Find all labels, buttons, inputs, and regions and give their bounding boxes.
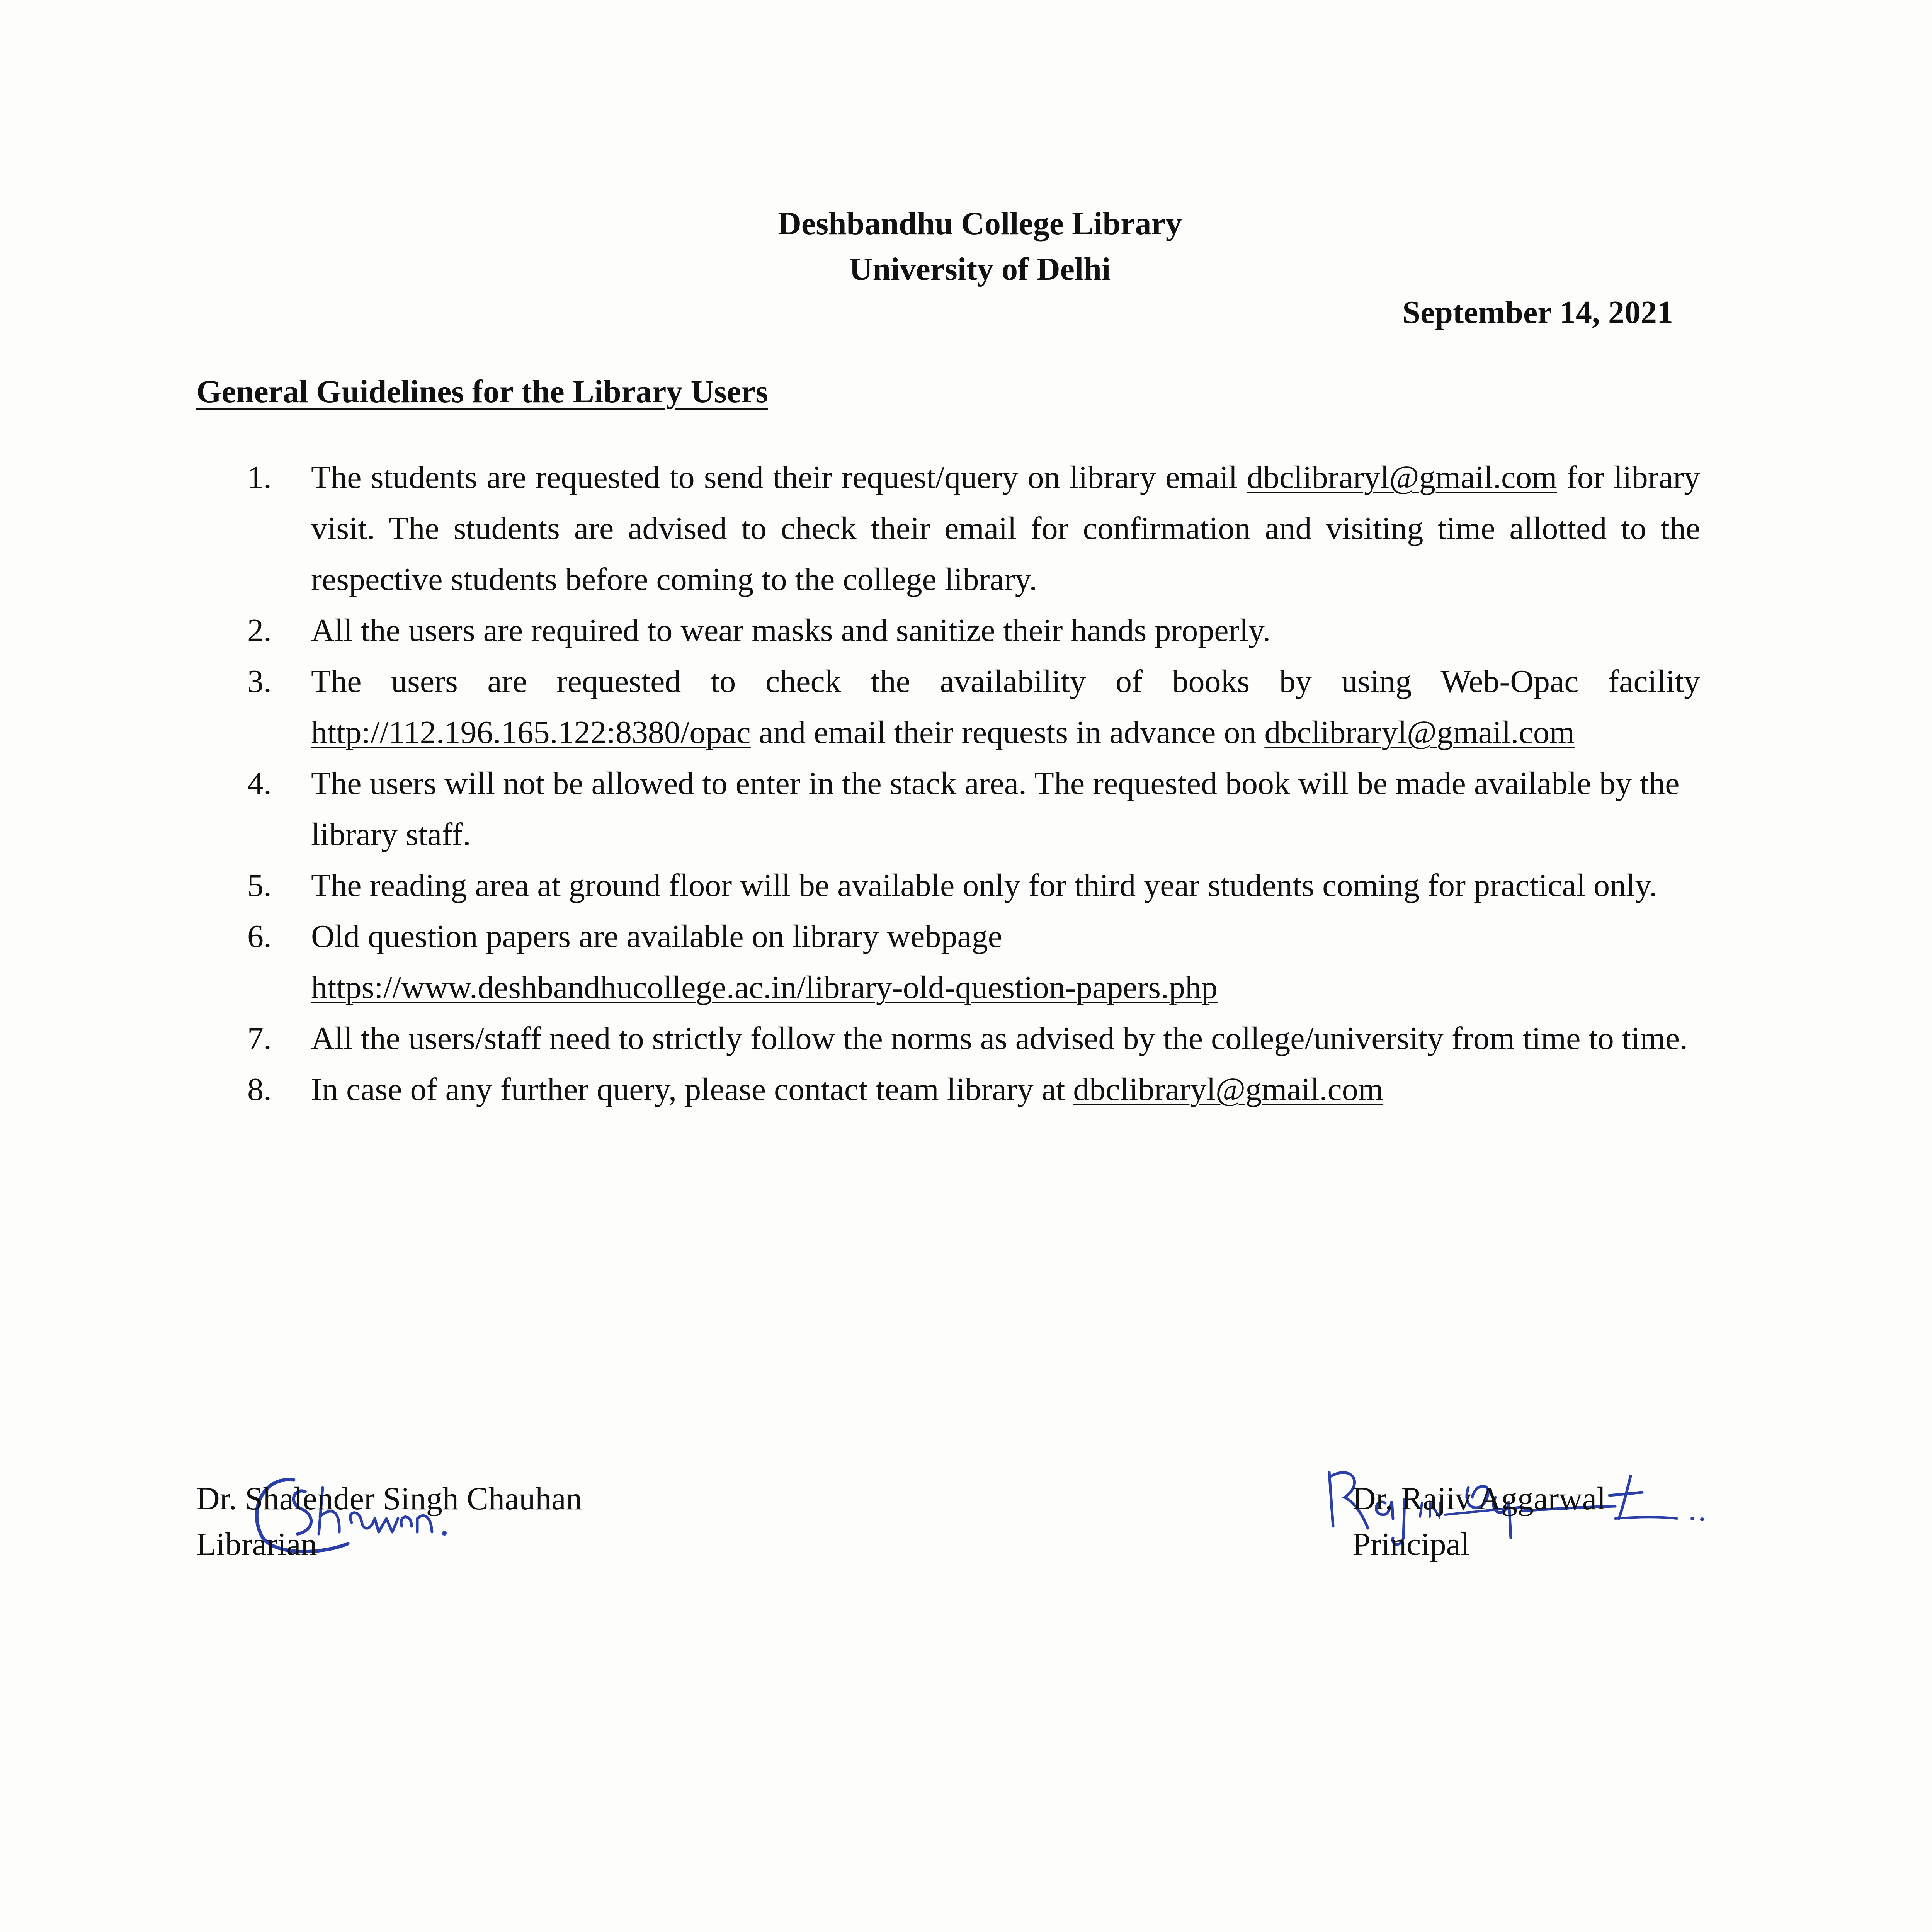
item-number: 5. xyxy=(247,867,272,903)
item-text: The users are requested to check the availability of books by using Web-Opac facility xyxy=(311,663,1700,699)
item-number: 7. xyxy=(247,1020,272,1056)
guideline-item-1 xyxy=(232,452,1700,605)
item-text: for library visit. The students are advised to check their email for confirmation and visiting time allotted to the respective students before coming to the college library. xyxy=(311,459,1700,597)
item-number: 6. xyxy=(247,918,272,954)
document-heading: General Guidelines for the Library Users xyxy=(196,374,768,410)
question-papers-link[interactable]: https://www.deshbandhucollege.ac.in/library-old-question-papers.php xyxy=(311,969,1218,1005)
institution-name: Deshbandhu College Library xyxy=(778,206,1182,242)
email-link[interactable]: dbclibraryl@gmail.com xyxy=(1264,714,1575,750)
opac-link[interactable]: http://112.196.165.122:8380/opac xyxy=(311,714,751,750)
document-date: September 14, 2021 xyxy=(1402,294,1673,330)
guideline-item-6 xyxy=(232,911,1700,1013)
letterhead xyxy=(0,201,1932,292)
item-text: and email their requests in advance on xyxy=(750,714,1265,750)
item-text: The reading area at ground floor will be available only for third year students coming for practical only. xyxy=(311,867,1657,903)
librarian-name: Dr. Shalender Singh Chauhan xyxy=(196,1481,582,1517)
principal-name: Dr. Rajiv Aggarwal xyxy=(1352,1481,1606,1517)
item-number: 3. xyxy=(247,663,272,699)
item-text: In case of any further query, please contact team library at xyxy=(311,1071,1073,1107)
guideline-item-8 xyxy=(232,1064,1700,1115)
item-text: Old question papers are available on library webpage xyxy=(311,918,1002,954)
guideline-item-7 xyxy=(232,1013,1700,1064)
item-text: All the users are required to wear masks and sanitize their hands properly. xyxy=(311,612,1271,648)
principal-title: Principal xyxy=(1352,1526,1470,1562)
item-text: All the users/staff need to strictly follow the norms as advised by the college/university from time to time. xyxy=(311,1020,1688,1056)
email-link[interactable]: dbclibraryl@gmail.com xyxy=(1073,1071,1384,1107)
librarian-title: Librarian xyxy=(196,1526,317,1562)
librarian-signature-block xyxy=(196,1476,582,1567)
university-name: University of Delhi xyxy=(849,251,1111,287)
guidelines-list xyxy=(232,452,1700,1115)
item-number: 2. xyxy=(247,612,272,648)
item-text: The users will not be allowed to enter in the stack area. The requested book will be made available by the library staff. xyxy=(311,765,1680,852)
email-link[interactable]: dbclibraryl@gmail.com xyxy=(1247,459,1557,495)
item-number: 4. xyxy=(247,765,272,801)
guideline-item-5 xyxy=(232,860,1700,911)
principal-signature-block xyxy=(1352,1476,1606,1567)
guideline-item-4 xyxy=(232,758,1700,860)
item-number: 8. xyxy=(247,1071,272,1107)
item-text: The students are requested to send their request/query on library email xyxy=(311,459,1247,495)
item-number: 1. xyxy=(247,459,272,495)
guideline-item-2 xyxy=(232,605,1700,656)
guideline-item-3 xyxy=(232,656,1700,758)
